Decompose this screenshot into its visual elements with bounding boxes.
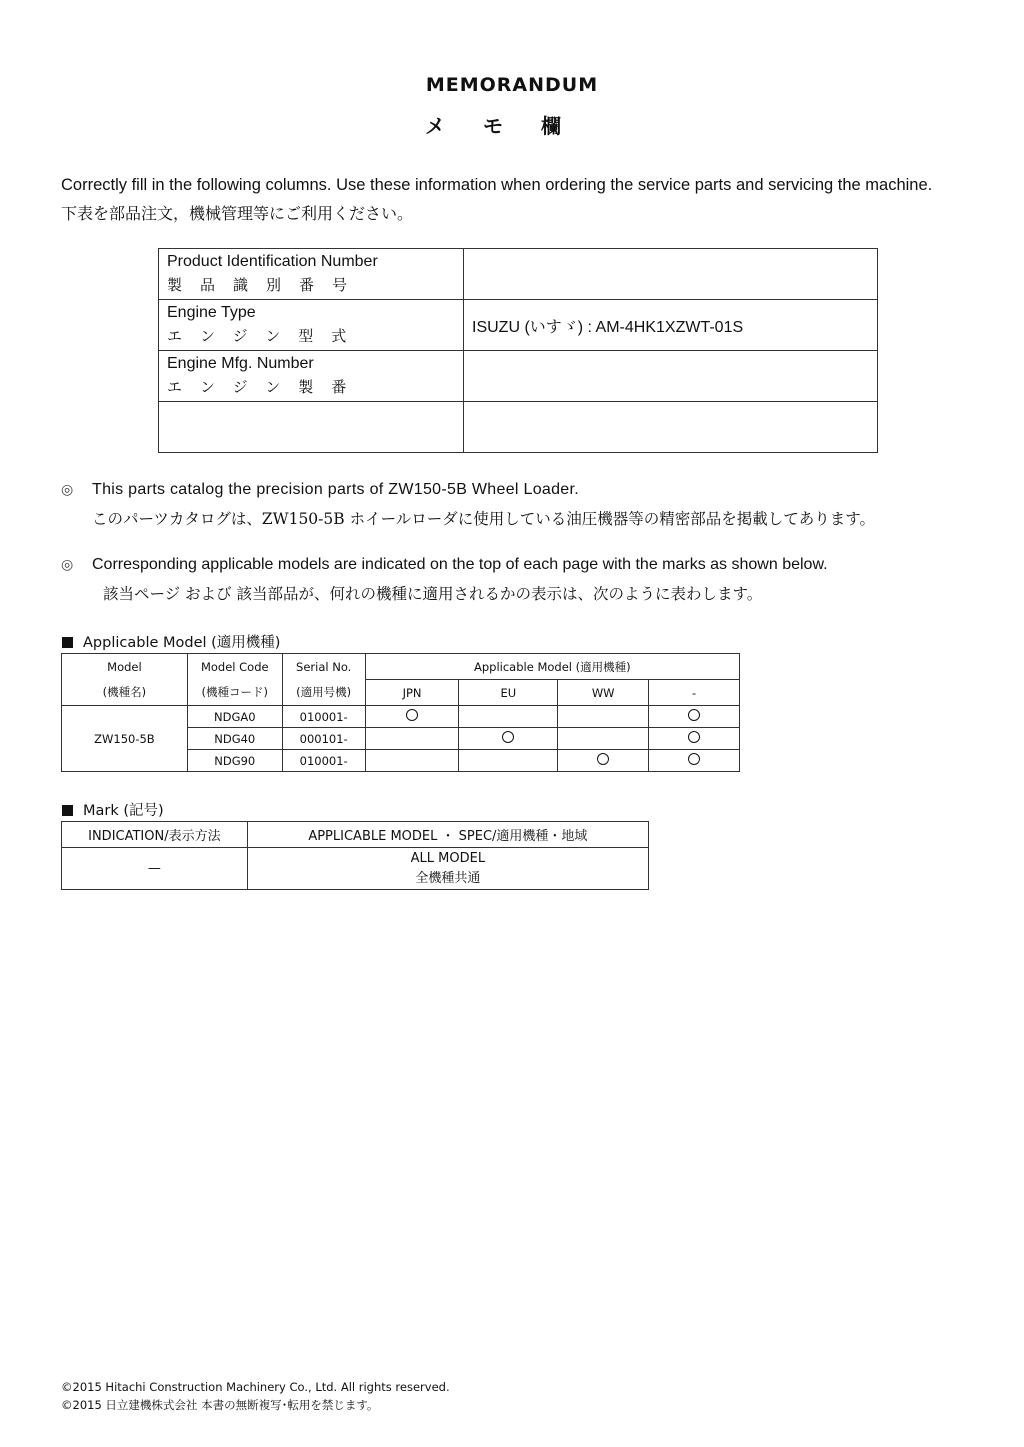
circle-mark-icon [502, 731, 514, 743]
mark-cell [459, 750, 558, 772]
header-serial-jp: (適用号機) [282, 680, 365, 706]
mark-table [61, 821, 649, 890]
model-code: NDG40 [187, 728, 282, 750]
header-model: Model [62, 654, 188, 680]
section-title: Mark (記号) [83, 803, 164, 819]
note-catalog [61, 481, 875, 529]
double-circle-icon: ◎ [61, 482, 74, 498]
table-header-row [62, 680, 740, 706]
note-models [61, 556, 828, 604]
table-row [62, 848, 649, 890]
mark-cell [649, 706, 740, 728]
table-row [159, 249, 878, 300]
header-applicable: Applicable Model (適用機種) [365, 654, 739, 680]
mark-cell [459, 728, 558, 750]
intro-text-jp: 下表を部品注文，機械管理等にご利用ください。 [61, 204, 414, 223]
header-model-code: Model Code [187, 654, 282, 680]
blank-label [159, 402, 464, 453]
mark-heading [62, 799, 164, 820]
identification-table [158, 248, 878, 453]
table-header-row [62, 822, 649, 848]
engine-type-label [159, 300, 464, 351]
engine-mfg-label [159, 351, 464, 402]
all-model-cell [247, 848, 648, 890]
label-en: Engine Type [167, 304, 256, 321]
header-jpn: JPN [365, 680, 459, 706]
engine-mfg-field[interactable] [464, 351, 878, 402]
header-ww: WW [558, 680, 649, 706]
mark-cell [649, 728, 740, 750]
table-row [62, 706, 740, 728]
mark-cell [365, 750, 459, 772]
header-indication: INDICATION/表示方法 [62, 822, 248, 848]
mark-cell [365, 728, 459, 750]
mark-cell [558, 728, 649, 750]
circle-mark-icon [688, 709, 700, 721]
header-applicable-spec: APPLICABLE MODEL ・ SPEC/適用機種・地域 [247, 822, 648, 848]
square-bullet-icon [62, 805, 73, 816]
all-model-jp: 全機種共通 [415, 870, 481, 886]
applicable-model-heading [62, 631, 280, 652]
serial-no: 010001- [282, 706, 365, 728]
label-en: Product Identification Number [167, 253, 378, 270]
mark-cell [649, 750, 740, 772]
blank-field[interactable] [464, 402, 878, 453]
circle-mark-icon [406, 709, 418, 721]
applicable-model-table [61, 653, 740, 772]
indication-dash: — [62, 848, 248, 890]
section-title: Applicable Model (適用機種) [83, 635, 281, 651]
engine-type-value: ISUZU (いすゞ) : AM-4HK1XZWT-01S [464, 300, 878, 351]
table-row [159, 402, 878, 453]
serial-no: 000101- [282, 728, 365, 750]
label-jp: エンジン型式 [167, 327, 365, 345]
label-jp: エンジン製番 [167, 378, 365, 396]
note-text-en: Corresponding applicable models are indicated on the top of each page with the marks as shown below. [92, 556, 828, 573]
header-serial: Serial No. [282, 654, 365, 680]
header-eu: EU [459, 680, 558, 706]
square-bullet-icon [62, 637, 73, 648]
header-model-jp: (機種名) [62, 680, 188, 706]
table-row [159, 300, 878, 351]
header-other: - [649, 680, 740, 706]
all-model-en: ALL MODEL [410, 850, 486, 866]
label-en: Engine Mfg. Number [167, 355, 314, 372]
note-text-jp: 該当ページ および 該当部品が、何れの機種に適用されるかの表示は、次のように表わします。 [103, 585, 763, 603]
product-id-label [159, 249, 464, 300]
table-header-row [62, 654, 740, 680]
model-code: NDGA0 [187, 706, 282, 728]
copyright-jp: ©2015 日立建機株式会社 本書の無断複写･転用を禁じます。 [61, 1398, 379, 1412]
circle-mark-icon [597, 753, 609, 765]
note-text-jp: このパーツカタログは、ZW150-5B ホイールローダに使用している油圧機器等の精密部品を掲載してあります。 [92, 510, 876, 528]
circle-mark-icon [688, 731, 700, 743]
page-title: MEMORANDUM [425, 74, 599, 96]
mark-cell [558, 706, 649, 728]
header-model-code-jp: (機種コード) [187, 680, 282, 706]
double-circle-icon: ◎ [61, 557, 74, 573]
mark-cell [558, 750, 649, 772]
intro-text-en: Correctly fill in the following columns. Use these information when ordering the service parts and servicing the machine. [61, 176, 933, 194]
label-jp: 製品識別番号 [167, 276, 366, 294]
mark-cell [365, 706, 459, 728]
product-id-field[interactable] [464, 249, 878, 300]
table-row [159, 351, 878, 402]
page-title-jp: メモ欄 [425, 114, 599, 138]
copyright-en: ©2015 Hitachi Construction Machinery Co., Ltd. All rights reserved. [61, 1380, 450, 1394]
model-code: NDG90 [187, 750, 282, 772]
serial-no: 010001- [282, 750, 365, 772]
mark-cell [459, 706, 558, 728]
note-text-en: This parts catalog the precision parts of ZW150-5B Wheel Loader. [92, 481, 579, 498]
circle-mark-icon [688, 753, 700, 765]
model-name: ZW150-5B [62, 706, 188, 772]
